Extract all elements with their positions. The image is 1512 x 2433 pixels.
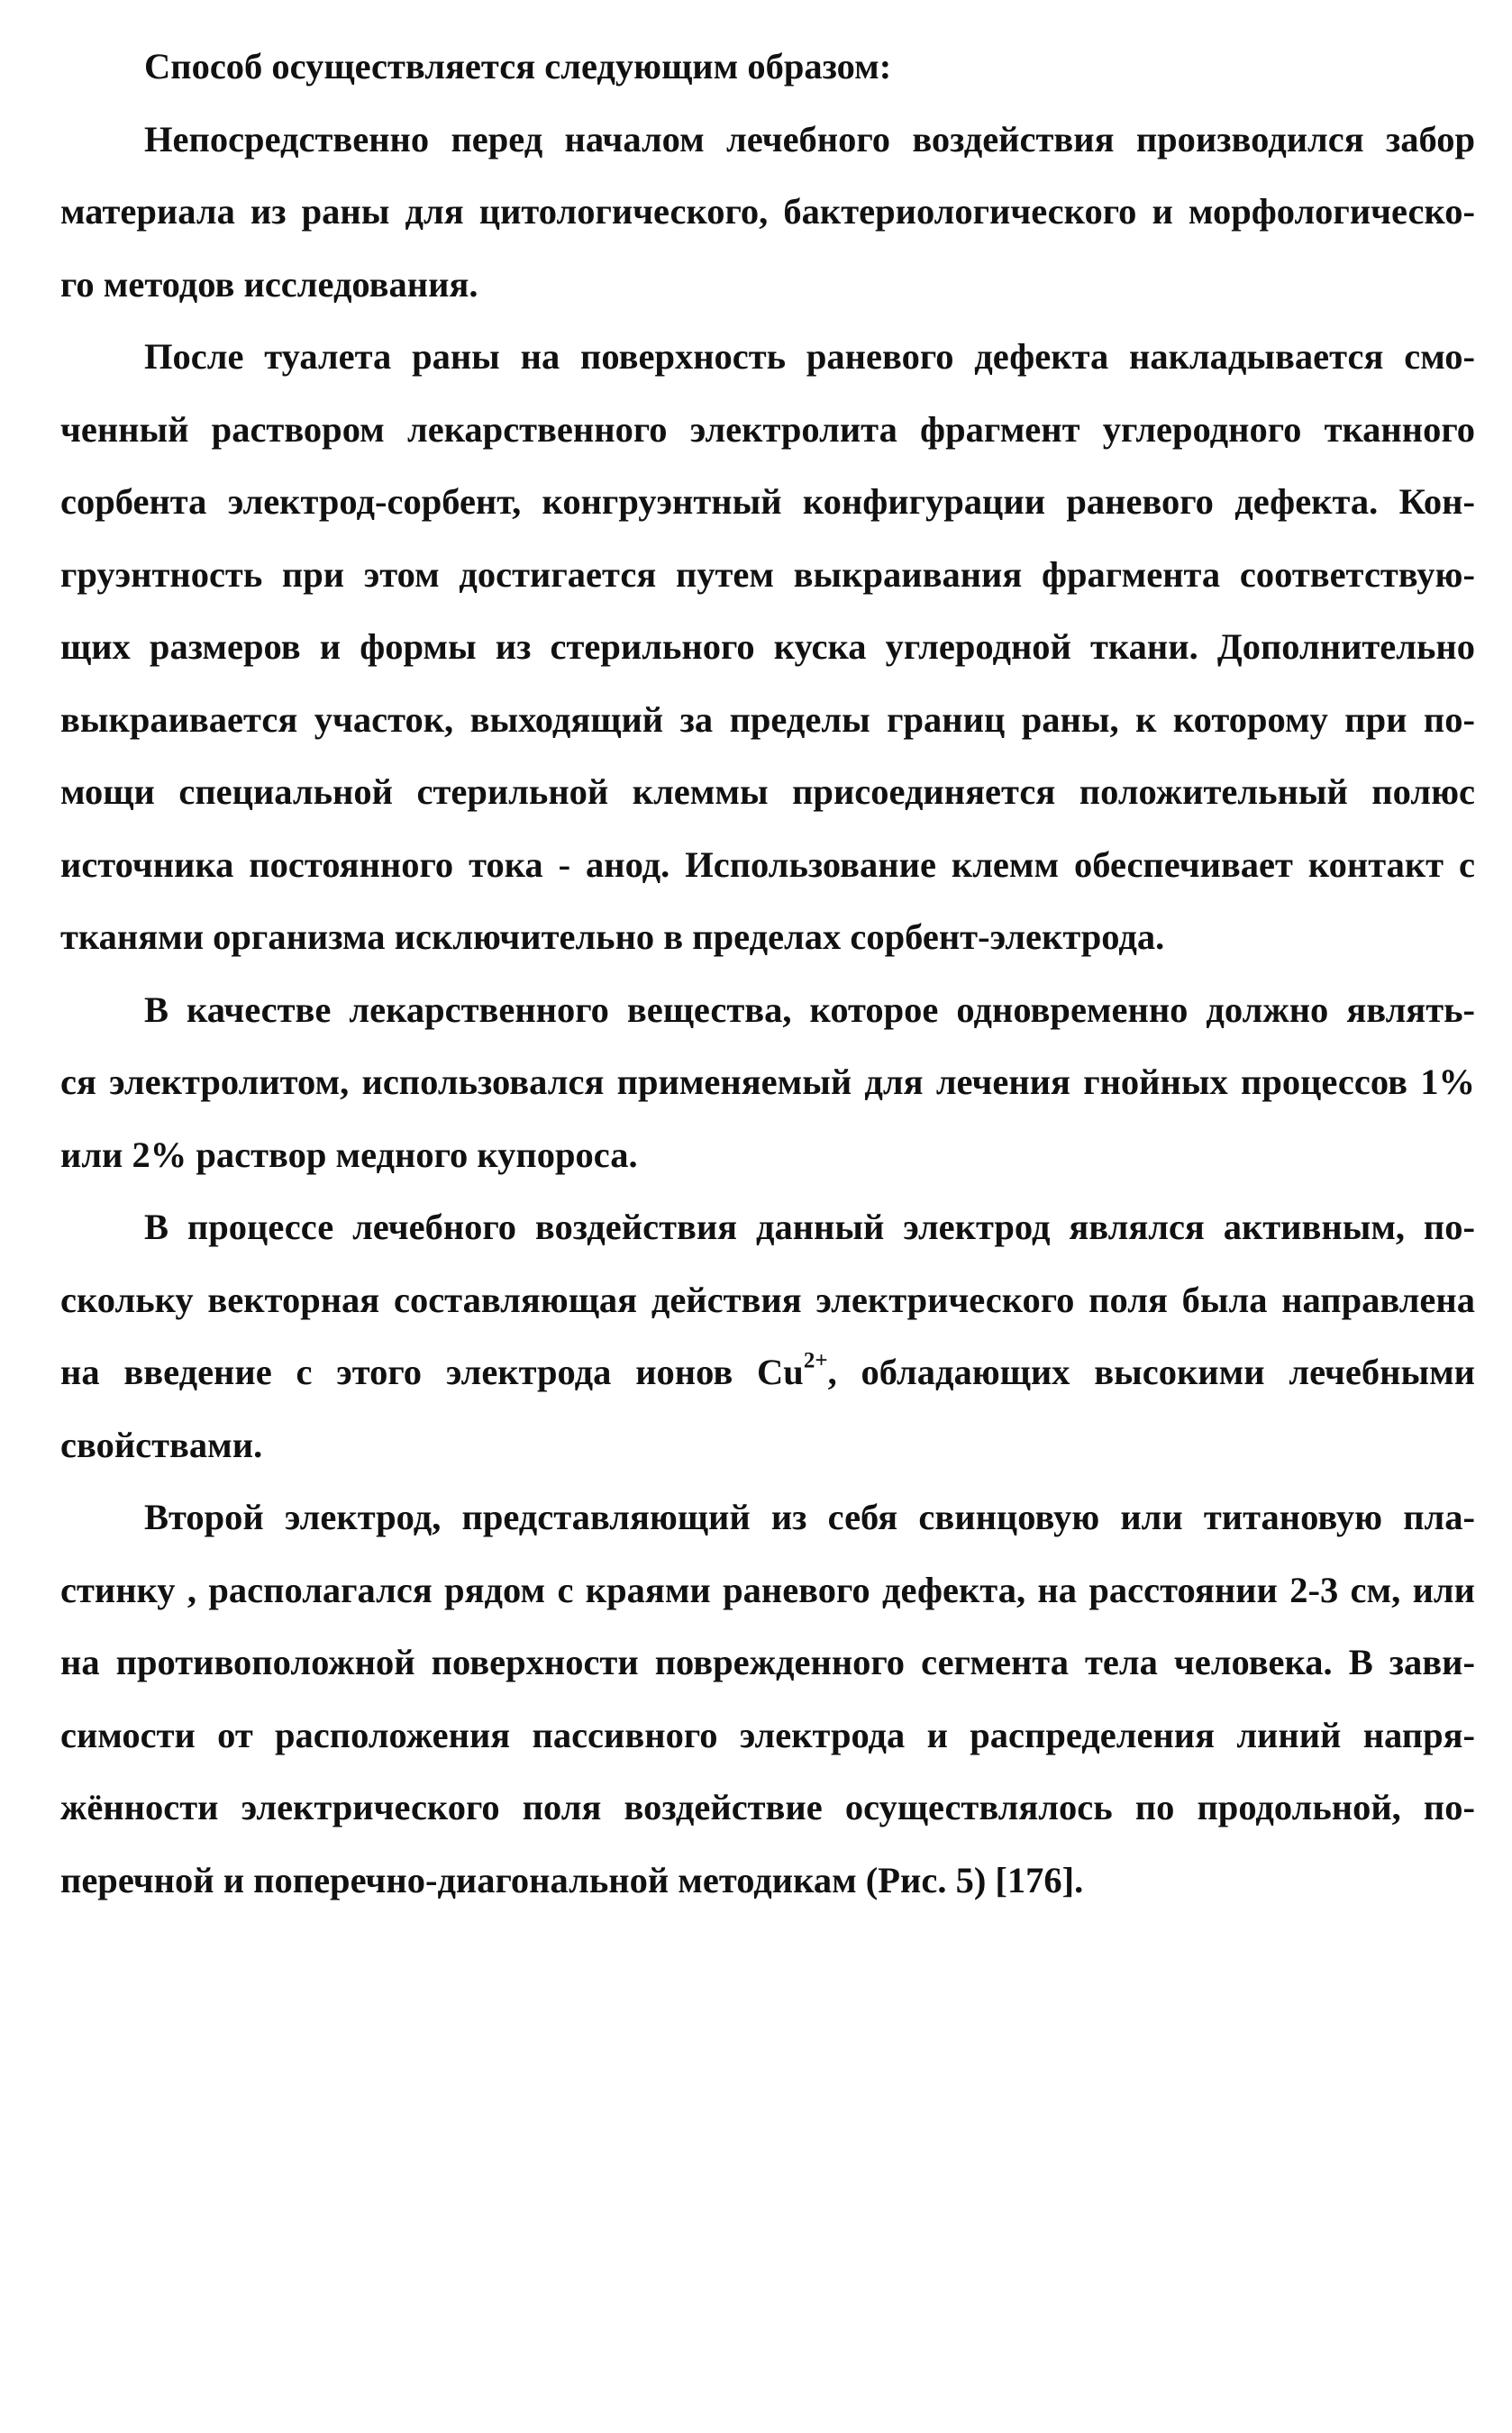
ion-charge-superscript: 2+: [803, 1348, 828, 1373]
text-line: жённости электрического поля воздействие осуществлялось по продольной, по-: [60, 1787, 1475, 1827]
paragraph-material-sampling: [60, 104, 1475, 322]
text-line: щих размеров и формы из стерильного куска углеродной ткани. Дополнительно: [60, 626, 1475, 667]
text-line: симости от расположения пассивного электрода и распределения линий напря-: [60, 1714, 1475, 1755]
paragraph-intro: [60, 31, 1475, 104]
text-line: источника постоянного тока - анод. Использование клемм обеспечивает контакт с: [60, 843, 1475, 885]
text-line: Второй электрод, представляющий из себя свинцовую или титановую пла-: [144, 1497, 1475, 1537]
text-line: тканями организма исключительно в пределах сорбент-электрода.: [60, 916, 1165, 957]
text-line: сорбента электрод-сорбент, конгруэнтный конфигурации раневого дефекта. Кон-: [60, 481, 1475, 522]
text-line: В процессе лечебного воздействия данный электрод являлся активным, по-: [144, 1207, 1475, 1247]
text-line: ченный раствором лекарственного электролита фрагмент углеродного тканного: [60, 408, 1475, 450]
paragraph-electrode-sorbent: [60, 321, 1475, 974]
paragraph-medicinal-substance: [60, 974, 1475, 1192]
text-line: или 2% раствор медного купороса.: [60, 1134, 638, 1175]
text-segment: , обладающих высокими лечебными: [827, 1352, 1475, 1392]
text-line: Непосредственно перед началом лечебного воздействия производился забор: [144, 118, 1475, 159]
text-line: свойствами.: [60, 1424, 263, 1465]
text-line: скольку векторная составляющая действия электрического поля была направлена: [60, 1279, 1475, 1320]
document-page: [60, 31, 1475, 1917]
text-line: ся электролитом, использовался применяемый для лечения гнойных процессов 1%: [60, 1062, 1475, 1102]
paragraph-active-electrode: [60, 1191, 1475, 1481]
text-line: После туалета раны на поверхность раневого дефекта накладывается смо-: [144, 336, 1475, 377]
text-line: материала из раны для цитологического, бактериологического и морфологическо-: [60, 191, 1475, 232]
text-line: груэнтность при этом достигается путем выкраивания фрагмента соответствую-: [60, 553, 1475, 595]
text-line: на противоположной поверхности поврежденного сегмента тела человека. В зави-: [60, 1642, 1475, 1682]
text-line: мощи специальной стерильной клеммы присоединяется положительный полюс: [60, 771, 1475, 812]
text-line: В качестве лекарственного вещества, которое одновременно должно являть-: [144, 989, 1475, 1030]
text-line: го методов исследования.: [60, 263, 478, 305]
text-line: перечной и поперечно-диагональной методикам (Рис. 5) [176].: [60, 1859, 1084, 1900]
paragraph-passive-electrode: [60, 1481, 1475, 1917]
text-line-with-superscript: [60, 1336, 1475, 1409]
text-line: Способ осуществляется следующим образом:: [144, 46, 892, 87]
text-segment: на введение с этого электрода ионов Cu: [60, 1352, 804, 1392]
text-line: выкраивается участок, выходящий за пределы границ раны, к которому при по-: [60, 698, 1475, 740]
text-line: стинку , располагался рядом с краями раневого дефекта, на расстоянии 2-3 см, или: [60, 1569, 1475, 1610]
